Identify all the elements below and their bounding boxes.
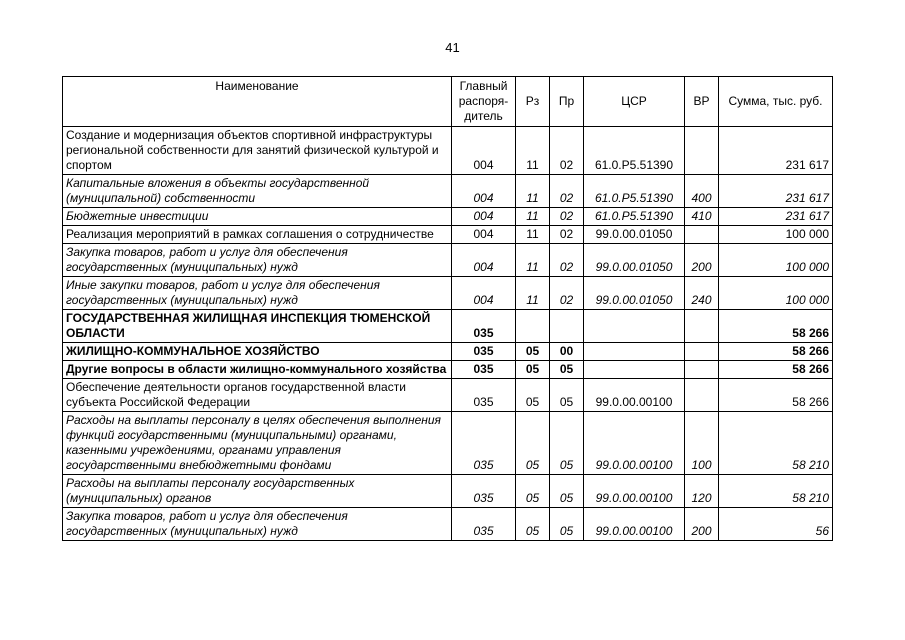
cell-name: Обеспечение деятельности органов государственной власти субъекта Российской Федерации [63,379,452,412]
cell-rz: 05 [516,508,550,541]
cell-sum: 100 000 [719,226,833,244]
table-row [63,244,833,277]
table-row [63,412,833,475]
cell-admin: 004 [452,175,516,208]
cell-admin: 035 [452,361,516,379]
cell-name: Закупка товаров, работ и услуг для обеспечения государственных (муниципальных) нужд [63,508,452,541]
cell-vr [685,226,719,244]
cell-name: Закупка товаров, работ и услуг для обеспечения государственных (муниципальных) нужд [63,244,452,277]
cell-pr [550,310,584,343]
cell-admin: 004 [452,226,516,244]
header-name: Наименование [63,77,452,127]
cell-vr: 240 [685,277,719,310]
cell-name: Капитальные вложения в объекты государственной (муниципальной) собственности [63,175,452,208]
header-sum: Сумма, тыс. руб. [719,77,833,127]
cell-pr: 05 [550,475,584,508]
cell-sum: 56 [719,508,833,541]
cell-name: Расходы на выплаты персоналу в целях обеспечения выполнения функций государственными (муниципальными) органами, казенными учреждениями, органами управления государственными внебюджетными фондами [63,412,452,475]
cell-vr [685,127,719,175]
cell-vr [685,310,719,343]
cell-pr: 02 [550,277,584,310]
cell-csr: 99.0.00.01050 [584,244,685,277]
table-row [63,475,833,508]
cell-sum: 58 266 [719,310,833,343]
cell-sum: 58 266 [719,379,833,412]
cell-vr [685,361,719,379]
cell-rz: 11 [516,208,550,226]
table-header-row [63,77,833,127]
cell-vr: 410 [685,208,719,226]
cell-csr: 99.0.00.01050 [584,277,685,310]
cell-sum: 231 617 [719,127,833,175]
cell-rz: 05 [516,343,550,361]
cell-vr: 100 [685,412,719,475]
cell-sum: 58 266 [719,343,833,361]
cell-csr [584,343,685,361]
cell-admin: 035 [452,508,516,541]
cell-admin: 035 [452,310,516,343]
cell-admin: 035 [452,475,516,508]
cell-sum: 231 617 [719,175,833,208]
cell-rz: 11 [516,277,550,310]
cell-rz: 05 [516,412,550,475]
cell-name: Реализация мероприятий в рамках соглашения о сотрудничестве [63,226,452,244]
cell-pr: 05 [550,508,584,541]
header-vr: ВР [685,77,719,127]
header-csr: ЦСР [584,77,685,127]
cell-pr: 02 [550,175,584,208]
cell-admin: 004 [452,244,516,277]
table-row [63,508,833,541]
table-row [63,226,833,244]
cell-name: Другие вопросы в области жилищно-коммунального хозяйства [63,361,452,379]
cell-csr [584,361,685,379]
cell-rz: 05 [516,379,550,412]
cell-admin: 035 [452,343,516,361]
cell-name: Бюджетные инвестиции [63,208,452,226]
table-row [63,361,833,379]
cell-sum: 100 000 [719,277,833,310]
cell-csr: 61.0.P5.51390 [584,127,685,175]
header-rz: Рз [516,77,550,127]
cell-csr: 61.0.P5.51390 [584,175,685,208]
cell-vr: 200 [685,508,719,541]
cell-csr: 61.0.P5.51390 [584,208,685,226]
cell-pr: 02 [550,244,584,277]
cell-admin: 004 [452,127,516,175]
table-row [63,277,833,310]
cell-pr: 05 [550,412,584,475]
cell-csr: 99.0.00.00100 [584,508,685,541]
cell-pr: 05 [550,379,584,412]
cell-sum: 231 617 [719,208,833,226]
cell-pr: 00 [550,343,584,361]
cell-name: Создание и модернизация объектов спортивной инфраструктуры региональной собственности для занятий физической культурой и спортом [63,127,452,175]
header-pr: Пр [550,77,584,127]
cell-rz [516,310,550,343]
cell-vr: 120 [685,475,719,508]
cell-pr: 02 [550,226,584,244]
cell-csr [584,310,685,343]
cell-sum: 58 266 [719,361,833,379]
cell-vr: 200 [685,244,719,277]
cell-csr: 99.0.00.01050 [584,226,685,244]
cell-sum: 100 000 [719,244,833,277]
cell-rz: 05 [516,475,550,508]
page-number: 41 [445,40,460,55]
table-row [63,310,833,343]
cell-admin: 004 [452,277,516,310]
cell-name: Иные закупки товаров, работ и услуг для обеспечения государственных (муниципальных) нужд [63,277,452,310]
cell-csr: 99.0.00.00100 [584,379,685,412]
budget-table [62,76,833,541]
cell-rz: 11 [516,127,550,175]
table-row [63,175,833,208]
cell-pr: 02 [550,127,584,175]
cell-name: Расходы на выплаты персоналу государственных (муниципальных) органов [63,475,452,508]
cell-name: ГОСУДАРСТВЕННАЯ ЖИЛИЩНАЯ ИНСПЕКЦИЯ ТЮМЕНСКОЙ ОБЛАСТИ [63,310,452,343]
cell-vr [685,379,719,412]
table-row [63,379,833,412]
cell-rz: 11 [516,175,550,208]
cell-sum: 58 210 [719,412,833,475]
cell-admin: 035 [452,412,516,475]
cell-csr: 99.0.00.00100 [584,475,685,508]
cell-admin: 035 [452,379,516,412]
cell-pr: 02 [550,208,584,226]
cell-vr [685,343,719,361]
table-row [63,208,833,226]
cell-rz: 05 [516,361,550,379]
cell-sum: 58 210 [719,475,833,508]
table-row [63,127,833,175]
cell-pr: 05 [550,361,584,379]
cell-admin: 004 [452,208,516,226]
cell-name: ЖИЛИЩНО-КОММУНАЛЬНОЕ ХОЗЯЙСТВО [63,343,452,361]
cell-csr: 99.0.00.00100 [584,412,685,475]
cell-rz: 11 [516,244,550,277]
cell-rz: 11 [516,226,550,244]
table-row [63,343,833,361]
cell-vr: 400 [685,175,719,208]
header-admin: Главный распоря-дитель [452,77,516,127]
